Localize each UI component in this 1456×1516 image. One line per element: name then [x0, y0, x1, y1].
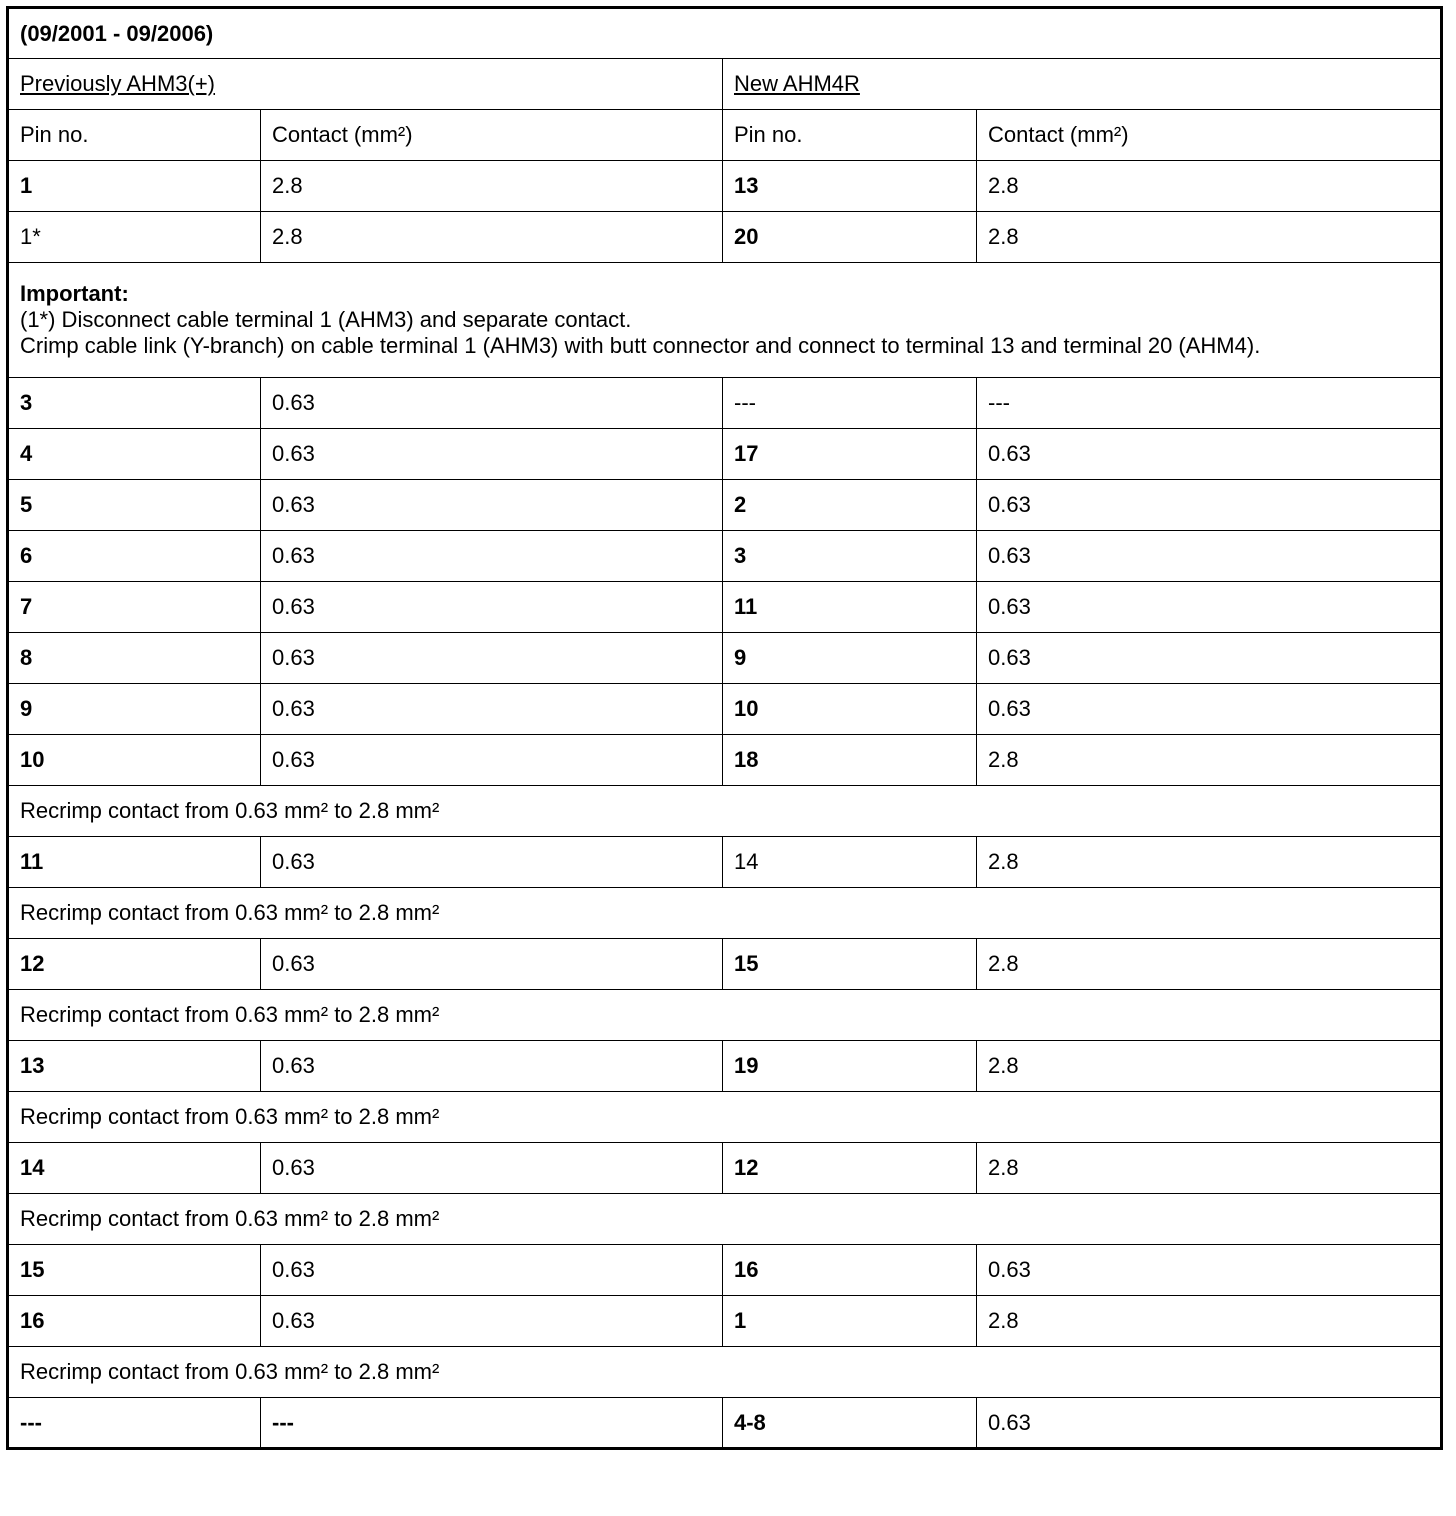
new-pin-cell: 3 [723, 531, 977, 582]
important-line-1: (1*) Disconnect cable terminal 1 (AHM3) and separate contact. [20, 307, 632, 332]
old-contact-cell: 2.8 [261, 212, 723, 263]
old-contact-cell: 2.8 [261, 161, 723, 212]
old-pin-cell: 5 [8, 480, 261, 531]
important-note-row [8, 263, 1442, 378]
new-pin-cell: 17 [723, 429, 977, 480]
table-row [8, 531, 1442, 582]
column-header-row [8, 110, 1442, 161]
pin-assignment-table [6, 6, 1443, 1450]
new-pin-cell: --- [723, 378, 977, 429]
old-pin-cell: 14 [8, 1143, 261, 1194]
old-contact-cell: 0.63 [261, 429, 723, 480]
table-row [8, 582, 1442, 633]
old-pin-cell: 1* [8, 212, 261, 263]
new-contact-cell: 0.63 [977, 684, 1442, 735]
old-pin-cell: 15 [8, 1245, 261, 1296]
old-contact-cell: 0.63 [261, 1245, 723, 1296]
table-row [8, 735, 1442, 786]
new-contact-cell: 0.63 [977, 531, 1442, 582]
new-pin-cell: 20 [723, 212, 977, 263]
new-contact-cell: --- [977, 378, 1442, 429]
new-contact-cell: 2.8 [977, 1041, 1442, 1092]
important-title: Important: [20, 281, 129, 306]
old-contact-cell: 0.63 [261, 1041, 723, 1092]
old-pin-header: Pin no. [8, 110, 261, 161]
old-contact-cell: 0.63 [261, 684, 723, 735]
new-pin-cell: 19 [723, 1041, 977, 1092]
new-contact-cell: 2.8 [977, 837, 1442, 888]
old-contact-cell: 0.63 [261, 633, 723, 684]
old-contact-cell: 0.63 [261, 735, 723, 786]
new-pin-cell: 11 [723, 582, 977, 633]
recrimp-note-row [8, 888, 1442, 939]
old-contact-cell: --- [261, 1398, 723, 1449]
important-line-2: Crimp cable link (Y-branch) on cable terminal 1 (AHM3) with butt connector and connect to terminal 13 and terminal 20 (AHM4). [20, 333, 1261, 358]
important-note [8, 263, 1442, 378]
old-contact-cell: 0.63 [261, 837, 723, 888]
new-pin-cell: 14 [723, 837, 977, 888]
table-row [8, 1296, 1442, 1347]
old-pin-cell: 4 [8, 429, 261, 480]
new-pin-cell: 12 [723, 1143, 977, 1194]
table-row [8, 837, 1442, 888]
table-row [8, 1398, 1442, 1449]
new-pin-header: Pin no. [723, 110, 977, 161]
recrimp-note: Recrimp contact from 0.63 mm² to 2.8 mm² [8, 990, 1442, 1041]
new-contact-cell: 0.63 [977, 1398, 1442, 1449]
table-row [8, 429, 1442, 480]
new-pin-cell: 13 [723, 161, 977, 212]
table-row [8, 378, 1442, 429]
recrimp-note-row [8, 786, 1442, 837]
new-contact-cell: 0.63 [977, 1245, 1442, 1296]
table-row [8, 212, 1442, 263]
new-contact-cell: 2.8 [977, 939, 1442, 990]
new-contact-cell: 2.8 [977, 212, 1442, 263]
old-pin-cell: 1 [8, 161, 261, 212]
old-pin-cell: 8 [8, 633, 261, 684]
previous-module-label [8, 59, 723, 110]
old-pin-cell: --- [8, 1398, 261, 1449]
old-contact-header: Contact (mm²) [261, 110, 723, 161]
table-row [8, 939, 1442, 990]
recrimp-note: Recrimp contact from 0.63 mm² to 2.8 mm² [8, 786, 1442, 837]
new-pin-cell: 18 [723, 735, 977, 786]
module-header-row [8, 59, 1442, 110]
old-pin-cell: 13 [8, 1041, 261, 1092]
new-contact-cell: 2.8 [977, 1296, 1442, 1347]
old-pin-cell: 12 [8, 939, 261, 990]
old-contact-cell: 0.63 [261, 378, 723, 429]
new-contact-cell: 0.63 [977, 582, 1442, 633]
new-pin-cell: 15 [723, 939, 977, 990]
recrimp-note: Recrimp contact from 0.63 mm² to 2.8 mm² [8, 1194, 1442, 1245]
old-contact-cell: 0.63 [261, 939, 723, 990]
table-body [8, 8, 1442, 1449]
date-range-title: (09/2001 - 09/2006) [8, 8, 1442, 59]
old-pin-cell: 16 [8, 1296, 261, 1347]
recrimp-note: Recrimp contact from 0.63 mm² to 2.8 mm² [8, 888, 1442, 939]
old-pin-cell: 9 [8, 684, 261, 735]
new-module-label [723, 59, 1442, 110]
recrimp-note-row [8, 1347, 1442, 1398]
new-contact-cell: 0.63 [977, 429, 1442, 480]
pin-assignment-table-wrapper [6, 6, 1440, 1450]
new-pin-cell: 4-8 [723, 1398, 977, 1449]
new-pin-cell: 10 [723, 684, 977, 735]
old-contact-cell: 0.63 [261, 480, 723, 531]
recrimp-note: Recrimp contact from 0.63 mm² to 2.8 mm² [8, 1347, 1442, 1398]
table-row [8, 1143, 1442, 1194]
old-pin-cell: 6 [8, 531, 261, 582]
title-row [8, 8, 1442, 59]
table-row [8, 684, 1442, 735]
table-row [8, 480, 1442, 531]
table-row [8, 1245, 1442, 1296]
recrimp-note-row [8, 1092, 1442, 1143]
recrimp-note-row [8, 1194, 1442, 1245]
new-contact-header: Contact (mm²) [977, 110, 1442, 161]
new-pin-cell: 2 [723, 480, 977, 531]
table-row [8, 161, 1442, 212]
old-contact-cell: 0.63 [261, 1296, 723, 1347]
table-row [8, 633, 1442, 684]
new-contact-cell: 0.63 [977, 633, 1442, 684]
recrimp-note-row [8, 990, 1442, 1041]
new-contact-cell: 2.8 [977, 735, 1442, 786]
new-pin-cell: 9 [723, 633, 977, 684]
previous-module-text: Previously AHM3(+) [20, 71, 216, 96]
new-pin-cell: 16 [723, 1245, 977, 1296]
table-row [8, 1041, 1442, 1092]
recrimp-note: Recrimp contact from 0.63 mm² to 2.8 mm² [8, 1092, 1442, 1143]
old-pin-cell: 3 [8, 378, 261, 429]
new-module-text: New AHM4R [734, 71, 860, 96]
old-contact-cell: 0.63 [261, 582, 723, 633]
old-pin-cell: 11 [8, 837, 261, 888]
new-contact-cell: 2.8 [977, 161, 1442, 212]
new-contact-cell: 2.8 [977, 1143, 1442, 1194]
old-contact-cell: 0.63 [261, 1143, 723, 1194]
new-pin-cell: 1 [723, 1296, 977, 1347]
old-contact-cell: 0.63 [261, 531, 723, 582]
new-contact-cell: 0.63 [977, 480, 1442, 531]
old-pin-cell: 7 [8, 582, 261, 633]
old-pin-cell: 10 [8, 735, 261, 786]
